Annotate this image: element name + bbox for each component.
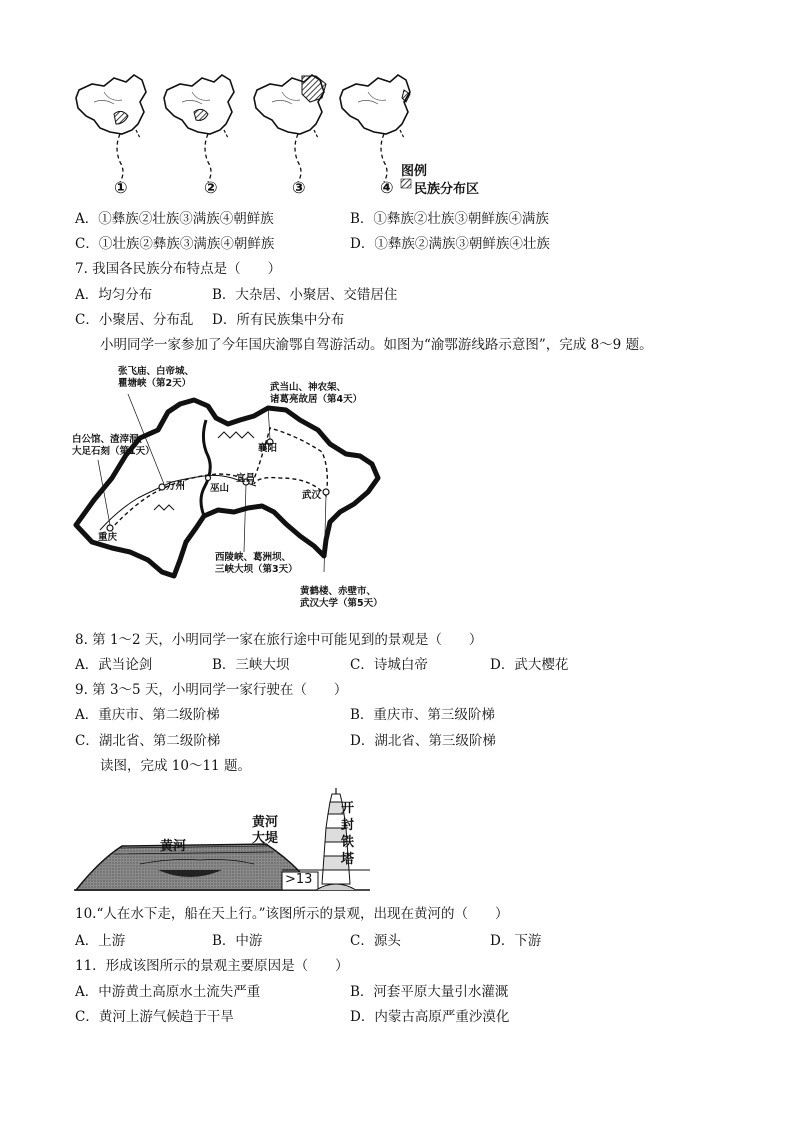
- q8-stem: 8. 第 1～2 天，小明同学一家在旅行途中可能见到的景观是（ ）: [75, 632, 483, 648]
- q9-option-c: C．湖北省、第二级阶梯: [75, 733, 221, 749]
- route-label-day5-line2: 武汉大学（第5天）: [300, 598, 383, 609]
- route-label-day2: [118, 366, 194, 390]
- q7-option-c: C．小聚居、分布乱: [75, 312, 194, 328]
- map-3: [254, 75, 326, 182]
- route-label-day1-line1: 白公馆、渣滓洞、: [72, 434, 149, 445]
- q10-option-c: C．源头: [350, 933, 401, 949]
- route-label-day4-line1: 武当山、神农架、: [270, 382, 347, 393]
- legend-title: 图例: [401, 164, 428, 179]
- wushan-dot: [206, 476, 211, 481]
- wuhan-dot: [323, 489, 329, 495]
- levee-label-line2: 大堤: [252, 831, 279, 846]
- q7-option-b: B．大杂居、小聚居、交错居住: [212, 287, 398, 303]
- route-label-day4: [270, 382, 362, 406]
- q9-stem: 9. 第 3～5 天，小明同学一家行驶在（ ）: [75, 682, 348, 698]
- route-label-day3: [215, 552, 298, 576]
- tower-label-1: 开: [341, 801, 355, 816]
- intro-10-11: 读图，完成 10～11 题。: [100, 758, 251, 774]
- route-label-day3-line1: 西陵峡、葛洲坝、: [215, 552, 292, 563]
- route-label-day2-line2: 瞿塘峡（第2天）: [118, 378, 192, 389]
- levee-label: [252, 815, 278, 847]
- route-label-day1: [72, 434, 155, 458]
- map-4: [340, 75, 410, 182]
- route-label-day5-line1: 黄鹤楼、赤壁市、: [300, 586, 377, 597]
- tower-label: [341, 800, 354, 868]
- map-1-label: ①: [114, 178, 128, 197]
- q11-option-d: D．内蒙古高原严重沙漠化: [350, 1009, 510, 1025]
- levee-body: [76, 844, 316, 890]
- q8-option-c: C．诗城白帝: [350, 657, 428, 673]
- tower-label-3: 铁: [341, 835, 355, 850]
- map-2: [164, 75, 234, 182]
- q10-option-d: D．下游: [490, 933, 542, 949]
- q6-option-a: A．①彝族②壮族③满族④朝鲜族: [75, 211, 274, 227]
- levee-label-line1: 黄河: [252, 815, 279, 830]
- tower-label-2: 封: [341, 818, 355, 833]
- route-label-day5: [300, 586, 383, 610]
- legend-hatch-swatch: [401, 179, 411, 188]
- q7-stem: 7. 我国各民族分布特点是（ ）: [75, 261, 282, 277]
- q11-option-a: A．中游黄土高原水土流失严重: [75, 984, 261, 1000]
- intro-8-9: 小明同学一家参加了今年国庆渝鄂自驾游活动。如图为“渝鄂游线路示意图”，完成 8～9 题。: [100, 337, 653, 353]
- q10-option-a: A．上游: [75, 933, 126, 949]
- city-chongqing: 重庆: [98, 532, 118, 543]
- map-3-label: ③: [292, 178, 306, 197]
- q7-option-d: D．所有民族集中分布: [212, 312, 345, 328]
- city-yichang: 宜昌: [236, 473, 256, 484]
- route-label-day1-line2: 大足石刻（第1天）: [72, 446, 155, 457]
- q10-stem: 10.“人在水下走，船在天上行。”该图所示的景观，出现在黄河的（ ）: [75, 906, 509, 922]
- route-label-day4-line2: 诸葛亮故居（第4天）: [270, 394, 363, 405]
- q11-stem: 11．形成该图所示的景观主要原因是（ ）: [75, 958, 349, 974]
- river-label: 黄河: [160, 839, 187, 854]
- q9-option-d: D．湖北省、第三级阶梯: [350, 733, 496, 749]
- q11-option-c: C．黄河上游气候趋于干旱: [75, 1009, 234, 1025]
- q9-option-b: B．重庆市、第三级阶梯: [350, 707, 495, 723]
- q8-option-a: A．武当论剑: [75, 657, 153, 673]
- legend-item: 民族分布区: [414, 182, 480, 197]
- q8-option-b: B．三峡大坝: [212, 657, 290, 673]
- q8-option-d: D．武大樱花: [490, 657, 569, 673]
- tower-label-4: 塔: [341, 852, 355, 867]
- route-label-day2-line1: 张飞庙、白帝城、: [118, 366, 195, 377]
- city-wuhan: 武汉: [302, 490, 322, 501]
- q6-option-b: B．①彝族②壮族③朝鲜族④满族: [350, 211, 549, 227]
- map-4-label: ④: [380, 178, 394, 197]
- q6-option-c: C．①壮族②彝族③满族④朝鲜族: [75, 236, 275, 252]
- map-1: [76, 75, 146, 182]
- map-2-label: ②: [204, 178, 218, 197]
- city-wanzhou: 万州: [166, 481, 186, 492]
- city-xiangyang: 襄阳: [258, 443, 278, 454]
- q7-option-a: A．均匀分布: [75, 287, 153, 303]
- chongqing-dot: [107, 525, 113, 531]
- q9-option-a: A．重庆市、第二级阶梯: [75, 707, 220, 723]
- city-wushan: 巫山: [210, 483, 230, 494]
- q10-option-b: B．中游: [212, 933, 263, 949]
- q11-option-b: B．河套平原大量引水灌溉: [350, 984, 509, 1000]
- q6-option-d: D．①彝族②满族③朝鲜族④壮族: [350, 236, 550, 252]
- height-label: >13: [285, 872, 313, 887]
- yellow-river-figure: [70, 784, 380, 896]
- wanzhou-dot: [159, 484, 165, 490]
- route-label-day3-line2: 三峡大坝（第3天）: [215, 564, 298, 575]
